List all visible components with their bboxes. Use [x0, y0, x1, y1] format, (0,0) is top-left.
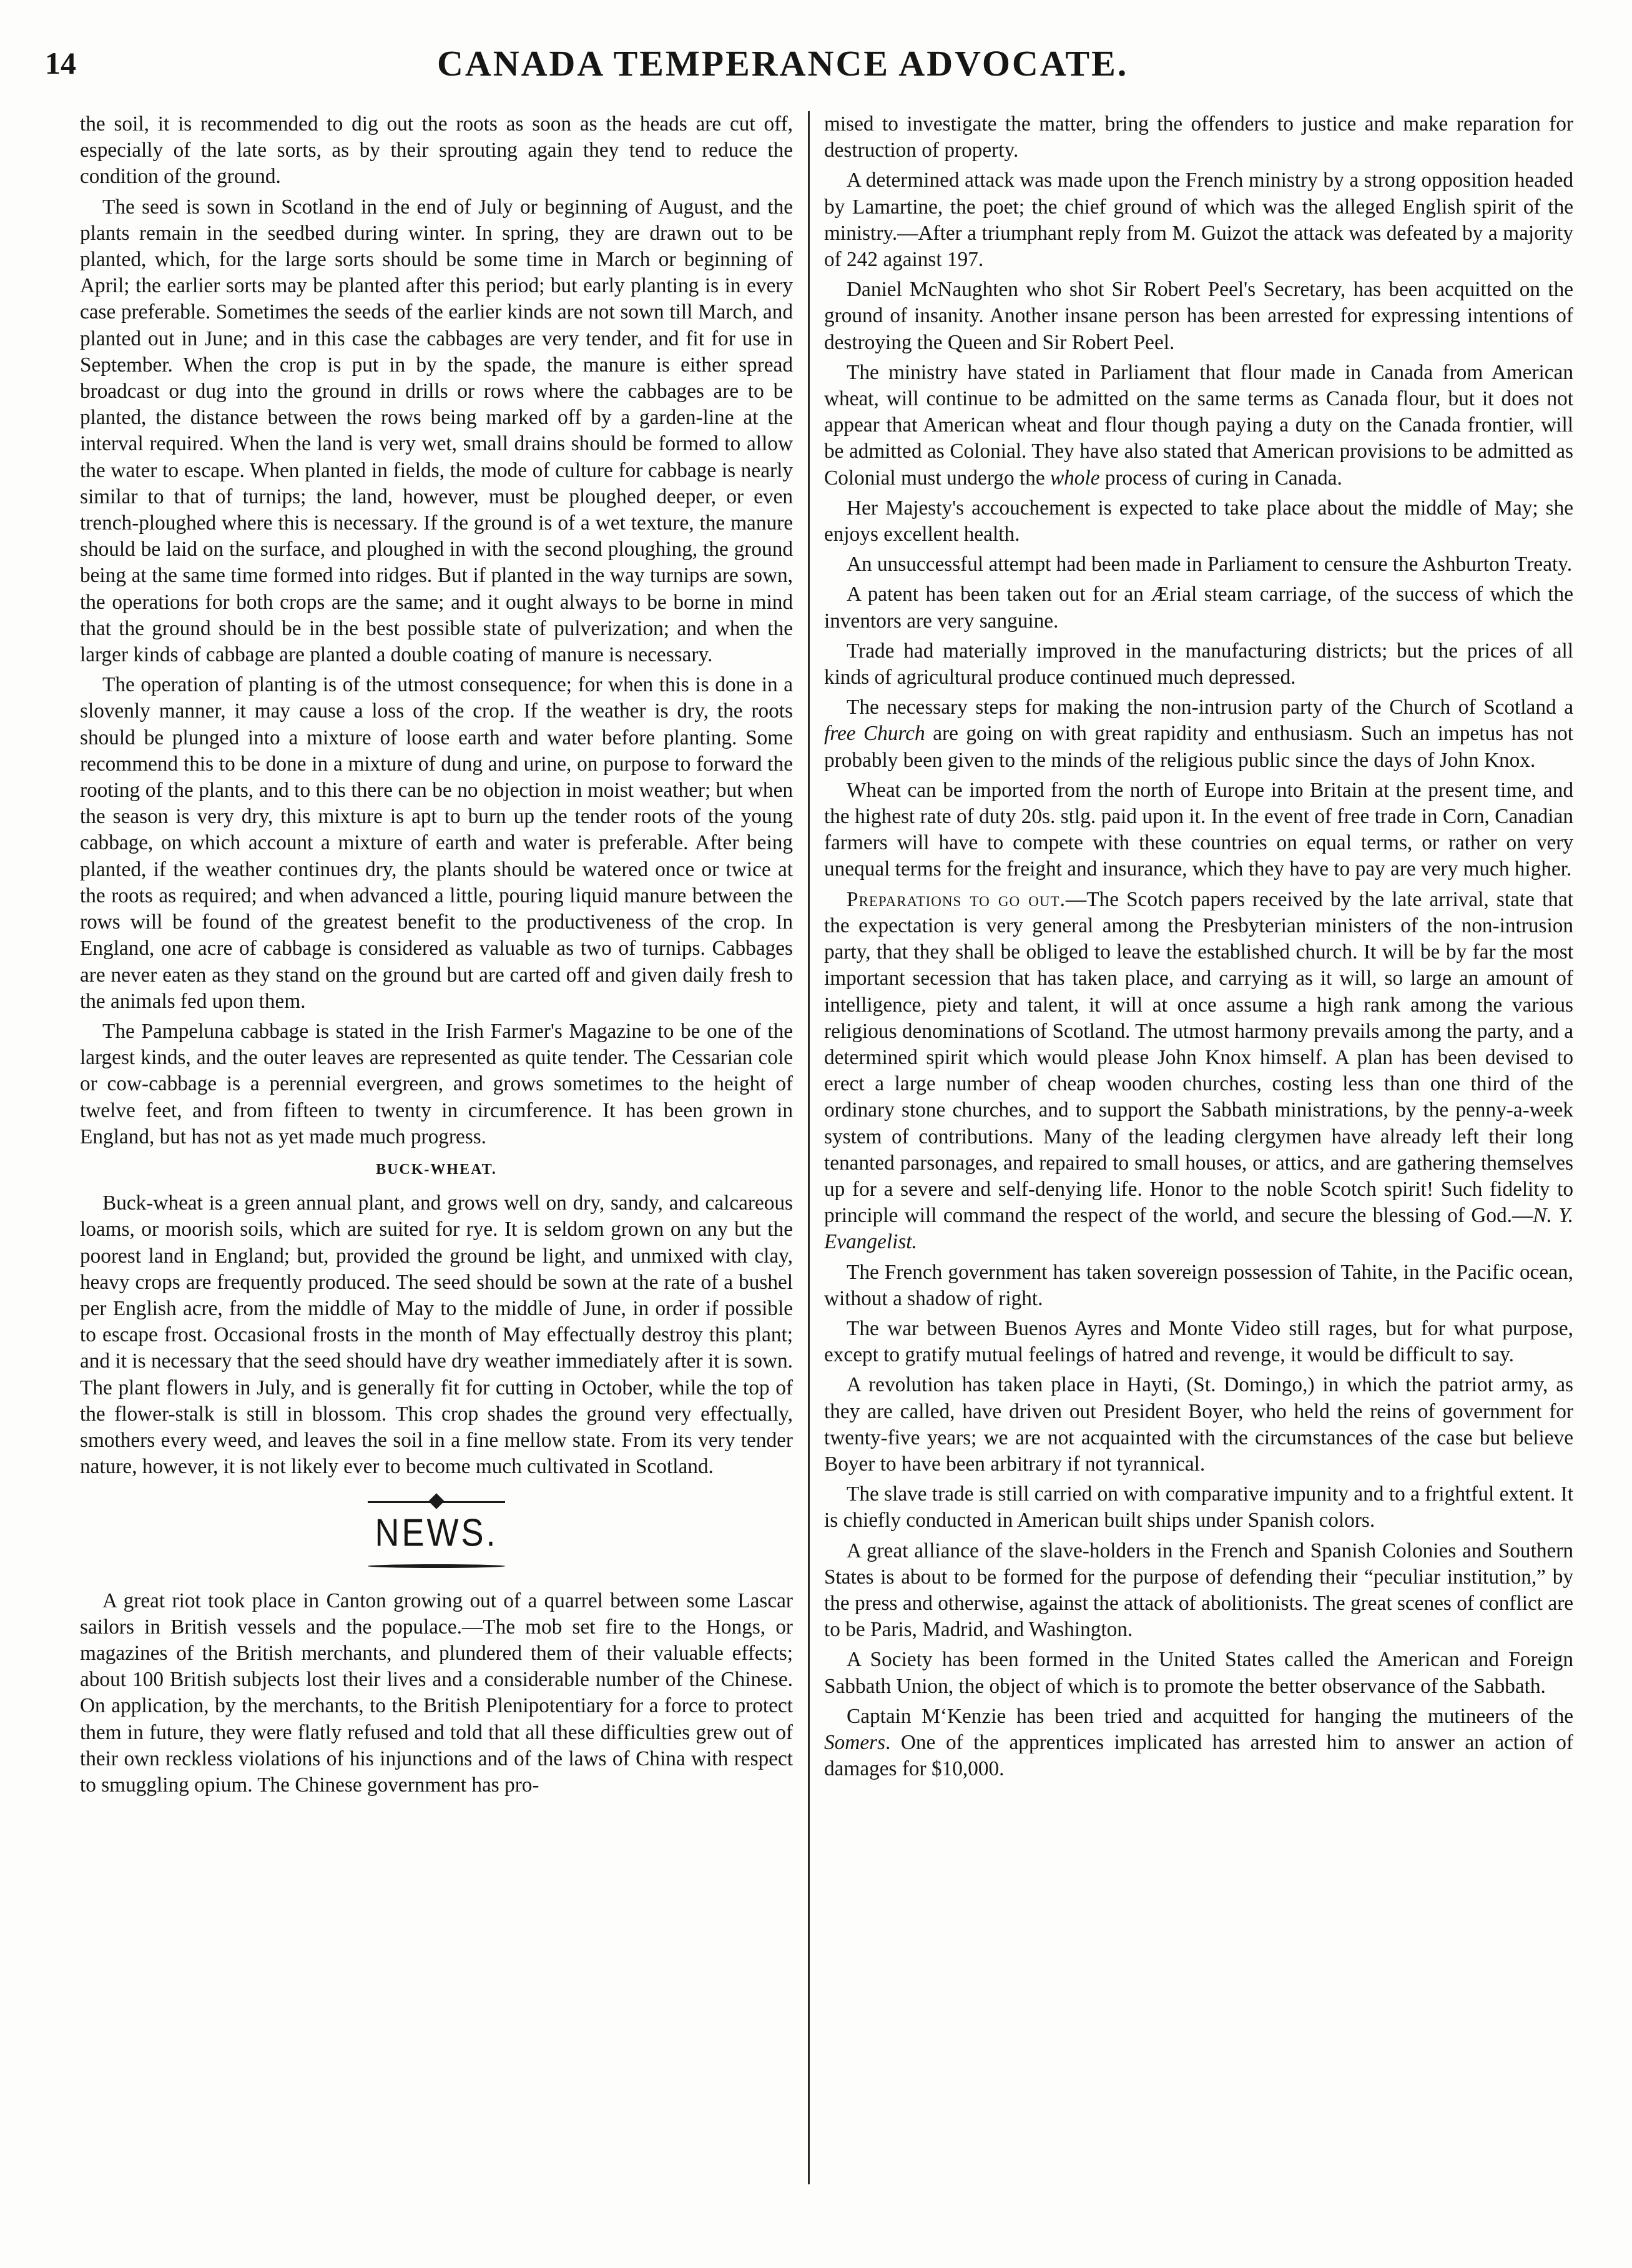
news-paragraph: Trade had materially improved in the manufacturing districts; but the prices of all kinds of agricultural produce continued much depressed.: [824, 639, 1573, 689]
news-heading: NEWS.: [375, 1511, 498, 1555]
news-section-header: [80, 1497, 793, 1570]
column-rule: [808, 111, 810, 2184]
article-paragraph: The operation of planting is of the utmost consequence; for when this is done in a slovenly manner, it may cause a loss of the crop. If the weather is dry, the roots should be plunged into a mixture of loose earth and water before planting. Some recommend this to be done in a mixture of dung and urine, on purpose to forward the rooting of the plants, and to this there can be no objection in moist weather; but when the season is very dry, this mixture is apt to burn up the tender roots of the young cabbage, on which account a mixture of earth and water is preferable. After being planted, if the weather continues dry, the plants should be watered once or twice at the roots as required; and when advanced a little, pouring liquid manure between the rows will be found of the greatest benefit to the productiveness of the crop. In England, one acre of cabbage is considered as valuable as two of turnips. Cabbages are never eaten as they stand on the ground but are carted off and given daily fresh to the animals fed upon them.: [80, 673, 793, 1013]
news-paragraph: An unsuccessful attempt had been made in Parliament to censure the Ashburton Treaty.: [847, 553, 1573, 576]
article-paragraph: The Pampeluna cabbage is stated in the Irish Farmer's Magazine to be one of the largest kinds, and the outer leaves are represented as quite tender. The Cessarian cole or cow-cabbage is a perennial evergreen, and grows sometimes to the height of twelve feet, and from fifteen to twenty in circumference. It has been grown in England, but has not as yet made much progress.: [80, 1019, 793, 1148]
page-number: 14: [45, 46, 76, 81]
left-column: [80, 111, 793, 1802]
news-paragraph: Captain M‘Kenzie has been tried and acquitted for hanging the mutineers of the Somers. One of the apprentices implicated has arrested him to answer an action of damages for $10,000.: [824, 1704, 1573, 1781]
news-paragraph: A determined attack was made upon the French ministry by a strong opposition headed by Lamartine, the poet; the chief ground of which was the alleged English spirit of the ministry.—After a triumphant reply from M. Guizot the attack was defeated by a majority of 242 against 197.: [824, 169, 1573, 272]
news-paragraph: The necessary steps for making the non-intrusion party of the Church of Scotland a free Church are going on with great rapidity and enthusiasm. Such an impetus has not probably been given to the minds of the religious public since the days of John Knox.: [824, 696, 1573, 772]
news-paragraph: Wheat can be imported from the north of Europe into Britain at the present time, and the highest rate of duty 20s. stlg. paid upon it. In the event of free trade in Corn, Canadian farmers will have to compete with these countries on equal terms, or rather on very unequal terms for the freight and insurance, which they have to pay are very much higher.: [824, 778, 1573, 881]
news-paragraph: Daniel McNaughten who shot Sir Robert Peel's Secretary, has been acquitted on the ground of insanity. Another insane person has been arrested for expressing intentions of destroying the Queen and Sir Robert Peel.: [824, 278, 1573, 354]
news-paragraph: A great riot took place in Canton growing out of a quarrel between some Lascar sailors in British vessels and the populace.—The mob set fire to the Hongs, or magazines of the British merchants, and plundered them of their valuable effects; about 100 British subjects lost their lives and a considerable number of the Chinese. On application, by the merchants, to the British Plenipotentiary for a force to protect them in future, they were flatly refused and told that all these difficulties grew out of their own reckless violations of his injunctions and of the laws of China with respect to smuggling opium. The Chinese government has pro-: [80, 1589, 793, 1797]
news-paragraph: Preparations to go out.—The Scotch papers received by the late arrival, state that the expectation is very general among the Presbyterian ministers of the non-intrusion party, that they shall be obliged to leave the established church. It will be by far the most important secession that has taken place, and carrying as it will, so large an amount of intelligence, piety and talent, it will at once assume a high rank among the various religious denominations of Scotland. The utmost harmony prevails among the party, and a determined spirit which would please John Knox himself. A plan has been devised to erect a large number of cheap wooden churches, costing less than one third of the ordinary stone churches, and to support the Sabbath ministrations, by the penny-a-week system of contributions. Many of the leading clergymen have already left their long tenanted parsonages, and repaired to small houses, or attics, and are gathering themselves up for a severe and self-denying life. Honor to the noble Scotch spirit! Such fidelity to principle will command the respect of the world, and secure the blessing of God.—N. Y. Evangelist.: [824, 887, 1573, 1254]
news-paragraph: A Society has been formed in the United States called the American and Foreign Sabbath Union, the object of which is to promote the better observance of the Sabbath.: [824, 1648, 1573, 1698]
article-paragraph: the soil, it is recommended to dig out the roots as soon as the heads are cut off, especially of the late sorts, as by their sprouting again they tend to reduce the condition of the ground.: [80, 112, 793, 189]
news-paragraph: A patent has been taken out for an Ærial steam carriage, of the success of which the inventors are very sanguine.: [824, 583, 1573, 633]
news-paragraph: The French government has taken sovereign possession of Tahite, in the Pacific ocean, without a shadow of right.: [824, 1260, 1573, 1310]
ornament-rule-top: [368, 1497, 505, 1506]
running-head: CANADA TEMPERANCE ADVOCATE.: [437, 43, 1129, 84]
ornament-rule-bottom: [368, 1562, 505, 1570]
news-paragraph: A revolution has taken place in Hayti, (St. Domingo,) in which the patriot army, as they are called, have driven out President Boyer, who held the reins of government for twenty-five years; we are not acquainted with the circumstances of the case but believe Boyer to have been arbitrary if not tyrannical.: [824, 1373, 1573, 1476]
news-paragraph: The ministry have stated in Parliament that flour made in Canada from American wheat, will continue to be admitted on the same terms as Canada flour, but it does not appear that American wheat and flour though paying a duty on the Canada frontier, will be admitted as Colonial. They have also stated that American provisions to be admitted as Colonial must undergo the whole process of curing in Canada.: [824, 360, 1573, 490]
news-paragraph: Her Majesty's accouchement is expected to take place about the middle of May; she enjoys excellent health.: [824, 496, 1573, 546]
article-paragraph: The seed is sown in Scotland in the end of July or beginning of August, and the plants remain in the seedbed during winter. In spring, they are drawn out to be planted, which, for the large sorts should be some time in March or beginning of April; the earlier sorts may be planted after this period; but early planting is in every case preferable. Sometimes the seeds of the earlier kinds are not sown till March, and planted out in June; and in this case the cabbages are very tender, and fit for use in September. When the crop is put in by the spade, the manure is either spread broadcast or dug into the ground in drills or rows where the cabbages are to be planted, the distance between the rows being marked off by a garden-line at the interval required. When the land is very wet, small drains should be formed to allow the water to escape. When planted in fields, the mode of culture for cabbage is nearly similar to that of turnips; the land, however, must be ploughed deeper, or even trench-ploughed where this is necessary. If the ground is of a wet texture, the manure should be laid on the surface, and ploughed in with the second ploughing, the ground being at the same time formed into ridges. But if planted in the way turnips are sown, the operations for both crops are the same; and it ought always to be borne in mind that the ground should be in the best possible state of pulverization; and when the larger kinds of cabbage are planted a double coating of manure is necessary.: [80, 195, 793, 667]
news-paragraph: The war between Buenos Ayres and Monte Video still rages, but for what purpose, except to gratify mutual feelings of hatred and revenge, it would be difficult to say.: [824, 1316, 1573, 1367]
buckwheat-paragraph: Buck-wheat is a green annual plant, and grows well on dry, sandy, and calcareous loams, or moorish soils, which are suited for rye. It is seldom grown on any but the poorest land in England; but, provided the ground be light, and unmixed with clay, heavy crops are frequently produced. The seed should be sown at the rate of a bushel per English acre, from the middle of May to the middle of June, in order if possible to escape frost. Occasional frosts in the month of May effectually destroy this plant; and it is necessary that the seed should have dry weather immediately after it is sown. The plant flowers in July, and is generally fit for cutting in October, while the top of the flower-stalk is still in blossom. This crop shades the ground very effectually, smothers every weed, and leaves the soil in a fine mellow state. From its very tender nature, however, it is not likely ever to become much cultivated in Scotland.: [80, 1191, 793, 1479]
news-paragraph: mised to investigate the matter, bring the offenders to justice and make reparation for destruction of property.: [824, 112, 1573, 162]
buckwheat-heading: BUCK-WHEAT.: [376, 1161, 497, 1178]
right-column: [824, 111, 1573, 1786]
news-paragraph: A great alliance of the slave-holders in the French and Spanish Colonies and Southern States is about to be formed for the purpose of defending their “peculiar institution,” by the press and otherwise, against the attack of abolitionists. The great scenes of conflict are to be Paris, Madrid, and Washington.: [824, 1539, 1573, 1642]
news-paragraph: The slave trade is still carried on with comparative impunity and to a frightful extent. It is chiefly conducted in American built ships under Spanish colors.: [824, 1482, 1573, 1532]
